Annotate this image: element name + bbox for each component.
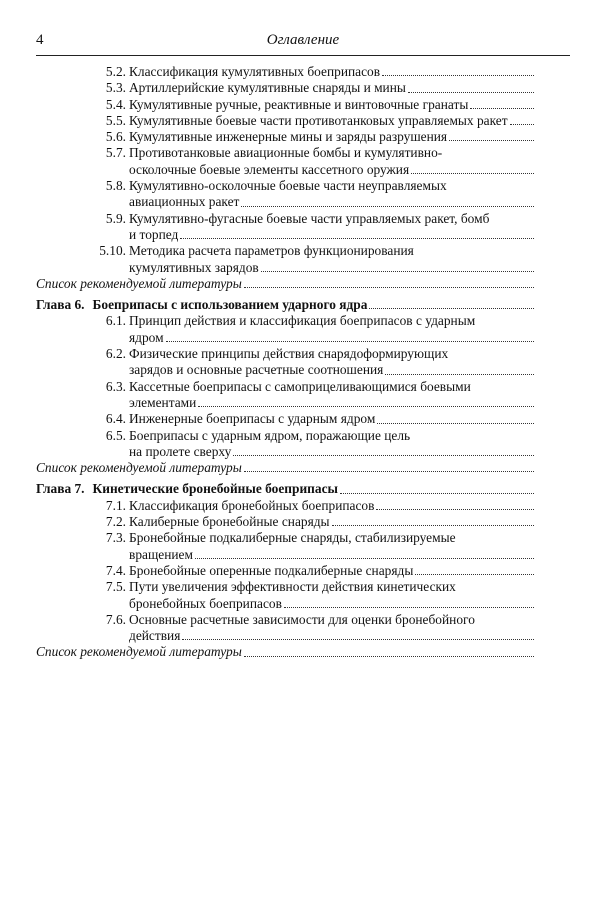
section-number: 5.7. — [105, 145, 126, 161]
title-line: Кумулятивно-фугасные боевые части управляемых ракет, бомб — [129, 210, 490, 226]
title-line: Противотанковые авиационные бомбы и кумулятивно- — [129, 145, 443, 161]
section-number: 5.4. — [105, 96, 126, 112]
title-line: элементами — [129, 395, 536, 411]
chapter-label: Глава 7. — [36, 481, 85, 497]
section-number: 5.9. — [105, 210, 126, 226]
section-number: 7.4. — [105, 562, 126, 578]
title-line: и торпед — [129, 227, 536, 243]
section-number: 6.4. — [105, 411, 126, 427]
title-line: Инженерные боеприпасы с ударным ядром — [129, 411, 536, 427]
bibliography-title: Список рекомендуемой литературы — [36, 275, 242, 291]
title-line: Физические принципы действия снарядоформирующих — [129, 346, 449, 362]
title-line: Артиллерийские кумулятивные снаряды и мины — [129, 80, 536, 96]
title-line: Калиберные бронебойные снаряды — [129, 514, 536, 530]
section-number: 7.2. — [105, 514, 126, 530]
title-line: зарядов и основные расчетные соотношения — [129, 362, 536, 378]
title-line: Боеприпасы с ударным ядром, поражающие цель — [129, 427, 411, 443]
title-line: действия — [129, 628, 536, 644]
running-title: Оглавление — [266, 32, 340, 48]
title-line: осколочные боевые элементы кассетного оружия — [129, 162, 536, 178]
title-line: Кумулятивно-осколочные боевые части неуправляемых — [129, 178, 447, 194]
section-number: 5.10. — [99, 243, 126, 259]
title-line: Методика расчета параметров функционирования — [129, 243, 414, 259]
title-line: Кассетные боеприпасы с самоприцеливающимися боевыми — [129, 378, 471, 394]
section-number: 5.6. — [105, 129, 126, 145]
title-line: Кумулятивные боевые части противотанковых управляемых ракет — [129, 113, 536, 129]
chapter-title: Боеприпасы с использованием ударного ядра — [92, 297, 368, 313]
title-line: авиационных ракет — [129, 194, 536, 210]
bibliography-entry[interactable] — [36, 644, 570, 660]
section-number: 5.5. — [105, 112, 126, 128]
title-line: Кумулятивные инженерные мины и заряды разрушения — [129, 129, 536, 145]
title-line: Принцип действия и классификация боеприпасов с ударным — [129, 313, 476, 329]
title-line: бронебойных боеприпасов — [129, 596, 536, 612]
page-number: 4 — [36, 32, 44, 48]
title-line: Бронебойные подкалиберные снаряды, стабилизируемые — [129, 530, 456, 546]
title-line: вращением — [129, 547, 536, 563]
section-number: 6.2. — [105, 346, 126, 362]
table-of-contents — [36, 64, 570, 661]
title-line: Классификация кумулятивных боеприпасов — [129, 64, 536, 80]
section-number: 5.2. — [105, 64, 126, 79]
title-line: Пути увеличения эффективности действия кинетических — [129, 579, 456, 595]
title-line: ядром — [129, 330, 536, 346]
title-line: Бронебойные оперенные подкалиберные снаряды — [129, 563, 536, 579]
section-number: 7.6. — [105, 611, 126, 627]
section-number: 7.3. — [105, 530, 126, 546]
title-line: Кумулятивные ручные, реактивные и винтовочные гранаты — [129, 97, 536, 113]
title-line: кумулятивных зарядов — [129, 260, 536, 276]
section-number: 6.5. — [105, 427, 126, 443]
title-line: на пролете сверху — [129, 444, 536, 460]
bibliography-title: Список рекомендуемой литературы — [36, 644, 242, 660]
section-number: 6.3. — [105, 378, 126, 394]
section-number: 7.5. — [105, 579, 126, 595]
bibliography-title: Список рекомендуемой литературы — [36, 460, 242, 476]
title-line: Основные расчетные зависимости для оценки бронебойного — [129, 611, 475, 627]
chapter-label: Глава 6. — [36, 297, 85, 313]
section-number: 5.8. — [105, 178, 126, 194]
title-line: Классификация бронебойных боеприпасов — [129, 498, 536, 514]
chapter-title: Кинетические бронебойные боеприпасы — [92, 481, 338, 497]
section-number: 7.1. — [105, 497, 126, 513]
section-number: 6.1. — [105, 313, 126, 329]
section-number: 5.3. — [105, 80, 126, 96]
